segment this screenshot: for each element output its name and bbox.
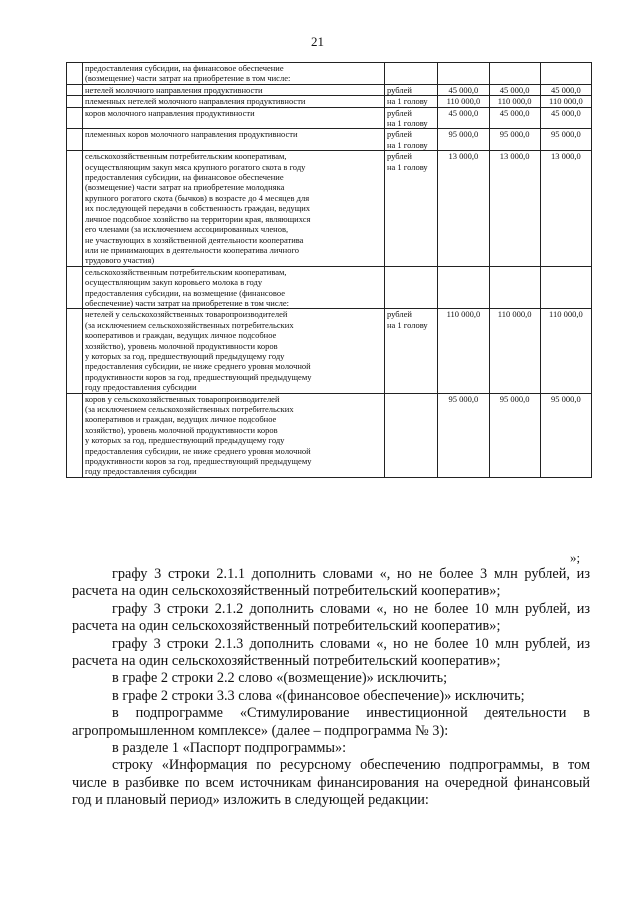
amendment-paragraph: в графе 2 строки 3.3 слова «(финансовое обеспечение)» исключить; xyxy=(112,687,525,704)
row-value-year3: 95 000,0 xyxy=(540,393,591,477)
row-name-cell xyxy=(83,309,385,393)
row-unit-cell xyxy=(384,151,437,266)
amendment-paragraph: в подпрограмме «Стимулирование инвестиционной деятельности в агропромышленном комплексе» (далее – подпрограмма № 3): xyxy=(72,705,590,739)
row-value-year2: 95 000,0 xyxy=(489,393,540,477)
row-unit-cell xyxy=(384,107,437,129)
row-index-cell xyxy=(67,309,83,393)
row-value-year2: 110 000,0 xyxy=(489,96,540,107)
amendment-paragraph: графу 3 строки 2.1.3 дополнить словами «, но не более 10 млн рублей, из расчета на один сельскохозяйственный потребительский кооператив»; xyxy=(72,635,590,670)
row-unit-cell-text: рублей на 1 голову xyxy=(386,151,428,172)
table-row xyxy=(67,84,592,95)
row-value-year1: 13 000,0 xyxy=(438,151,489,266)
row-value-year2 xyxy=(489,63,540,85)
row-unit-cell xyxy=(384,63,437,85)
row-value-year1: 45 000,0 xyxy=(438,107,489,129)
row-unit-cell-text: рублей на 1 голову xyxy=(386,129,428,150)
row-name-cell xyxy=(83,393,385,477)
row-name-cell-text: сельскохозяйственным потребительским кооперативам, осуществляющим закуп коровьего молока в году предоставления субсидии, на возмещение (финансовое обеспечение) части затрат на приобретение в том числе: xyxy=(85,266,289,308)
row-name-cell-text: коров молочного направления продуктивности xyxy=(85,107,255,118)
row-index-cell xyxy=(67,107,83,129)
row-value-year3: 45 000,0 xyxy=(540,107,591,129)
row-unit-cell xyxy=(384,96,437,107)
table-row xyxy=(67,96,592,107)
row-unit-cell-text: на 1 голову xyxy=(386,96,428,107)
table-row xyxy=(67,63,592,85)
page-number: 21 xyxy=(311,34,324,49)
row-unit-cell xyxy=(384,129,437,151)
row-value-year1: 45 000,0 xyxy=(438,84,489,95)
row-unit-cell-text: рублей xyxy=(386,84,412,95)
row-value-year3 xyxy=(540,266,591,309)
subsidy-table xyxy=(66,62,592,478)
row-value-year2: 45 000,0 xyxy=(489,107,540,129)
row-name-cell-text: племенных нетелей молочного направления продуктивности xyxy=(85,96,306,107)
row-name-cell xyxy=(83,266,385,309)
row-value-year2: 45 000,0 xyxy=(489,84,540,95)
row-unit-cell-text: рублей на 1 голову xyxy=(386,309,428,330)
table-row xyxy=(67,107,592,129)
row-name-cell xyxy=(83,84,385,95)
table-row xyxy=(67,309,592,393)
row-name-cell-text: предоставления субсидии, на финансовое обеспечение (возмещение) части затрат на приобретение в том числе: xyxy=(85,63,291,84)
row-value-year3: 110 000,0 xyxy=(540,309,591,393)
row-name-cell xyxy=(83,63,385,85)
row-value-year1: 95 000,0 xyxy=(438,393,489,477)
table-row xyxy=(67,151,592,266)
row-name-cell xyxy=(83,107,385,129)
row-value-year3: 110 000,0 xyxy=(540,96,591,107)
row-unit-cell xyxy=(384,266,437,309)
row-value-year1: 110 000,0 xyxy=(438,309,489,393)
row-value-year3: 45 000,0 xyxy=(540,84,591,95)
row-value-year2 xyxy=(489,266,540,309)
row-index-cell xyxy=(67,393,83,477)
closing-quote: »; xyxy=(570,550,581,565)
row-name-cell xyxy=(83,96,385,107)
row-index-cell xyxy=(67,84,83,95)
amendment-paragraph: в графе 2 строки 2.2 слово «(возмещение)» исключить; xyxy=(112,670,448,687)
row-name-cell-text: сельскохозяйственным потребительским кооперативам, осуществляющим закуп мяса крупного рогатого скота в году предоставления субсидии, на финансовое обеспечение (возмещение) части затрат на приобретение молодняка крупного рогатого скота (бычков) в возрасте до 4 месяцев для их последующей передачи в собственность граждан, ведущих личное подсобное хозяйство на территории края, являющихся его членами (за исключением ассоциированных членов, не участвующих в хозяйственной деятельности кооператива или не принимающих в деятельности кооператива личного трудового участия) xyxy=(85,151,311,266)
row-name-cell-text: нетелей у сельскохозяйственных товаропроизводителей (за исключением сельскохозяйственных потребительских кооперативов и граждан, ведущих личное подсобное хозяйство), уровень молочной продуктивности коров у которых за год, предшествующий предыдущему году предоставления субсидии, не ниже среднего уровня молочной продуктивности коров за год, предшествующий предыдущему году предоставления субсидии xyxy=(85,309,312,393)
table-row xyxy=(67,266,592,309)
row-value-year3 xyxy=(540,63,591,85)
amendment-text xyxy=(72,566,590,810)
row-name-cell xyxy=(83,151,385,266)
row-index-cell xyxy=(67,266,83,309)
row-value-year2: 110 000,0 xyxy=(489,309,540,393)
row-index-cell xyxy=(67,63,83,85)
amendment-paragraph: графу 3 строки 2.1.2 дополнить словами «, но не более 10 млн рублей, из расчета на один сельскохозяйственный потребительский кооператив»; xyxy=(72,600,590,635)
row-value-year1 xyxy=(438,266,489,309)
row-name-cell-text: племенных коров молочного направления продуктивности xyxy=(85,129,298,140)
row-name-cell-text: коров у сельскохозяйственных товаропроизводителей (за исключением сельскохозяйственных потребительских кооперативов и граждан, ведущих личное подсобное хозяйство), уровень молочной продуктивности коров у которых за год, предшествующий предыдущему году предоставления субсидии, не ниже среднего уровня молочной продуктивности коров за год, предшествующий предыдущему году предоставления субсидии xyxy=(85,393,312,477)
amendment-paragraph: графу 3 строки 2.1.1 дополнить словами «, но не более 3 млн рублей, из расчета на один сельскохозяйственный потребительский кооператив»; xyxy=(72,566,590,600)
row-unit-cell xyxy=(384,84,437,95)
row-value-year3: 13 000,0 xyxy=(540,151,591,266)
table-row xyxy=(67,393,592,477)
amendment-paragraph: строку «Информация по ресурсному обеспечению подпрограммы, в том числе в разбивке по всем источникам финансирования на очередной финансовый год и плановый период» изложить в следующей редакции: xyxy=(72,757,590,809)
table-body xyxy=(67,63,592,478)
row-unit-cell-text: рублей на 1 голову xyxy=(386,107,428,129)
table-row xyxy=(67,129,592,151)
row-value-year1: 95 000,0 xyxy=(438,129,489,151)
amendment-paragraph: в разделе 1 «Паспорт подпрограммы»: xyxy=(112,740,347,757)
row-value-year2: 95 000,0 xyxy=(489,129,540,151)
row-name-cell-text: нетелей молочного направления продуктивности xyxy=(85,84,263,95)
row-unit-cell xyxy=(384,309,437,393)
row-value-year1: 110 000,0 xyxy=(438,96,489,107)
row-index-cell xyxy=(67,129,83,151)
row-index-cell xyxy=(67,96,83,107)
row-value-year3: 95 000,0 xyxy=(540,129,591,151)
row-name-cell xyxy=(83,129,385,151)
row-value-year2: 13 000,0 xyxy=(489,151,540,266)
row-index-cell xyxy=(67,151,83,266)
row-value-year1 xyxy=(438,63,489,85)
row-unit-cell xyxy=(384,393,437,477)
